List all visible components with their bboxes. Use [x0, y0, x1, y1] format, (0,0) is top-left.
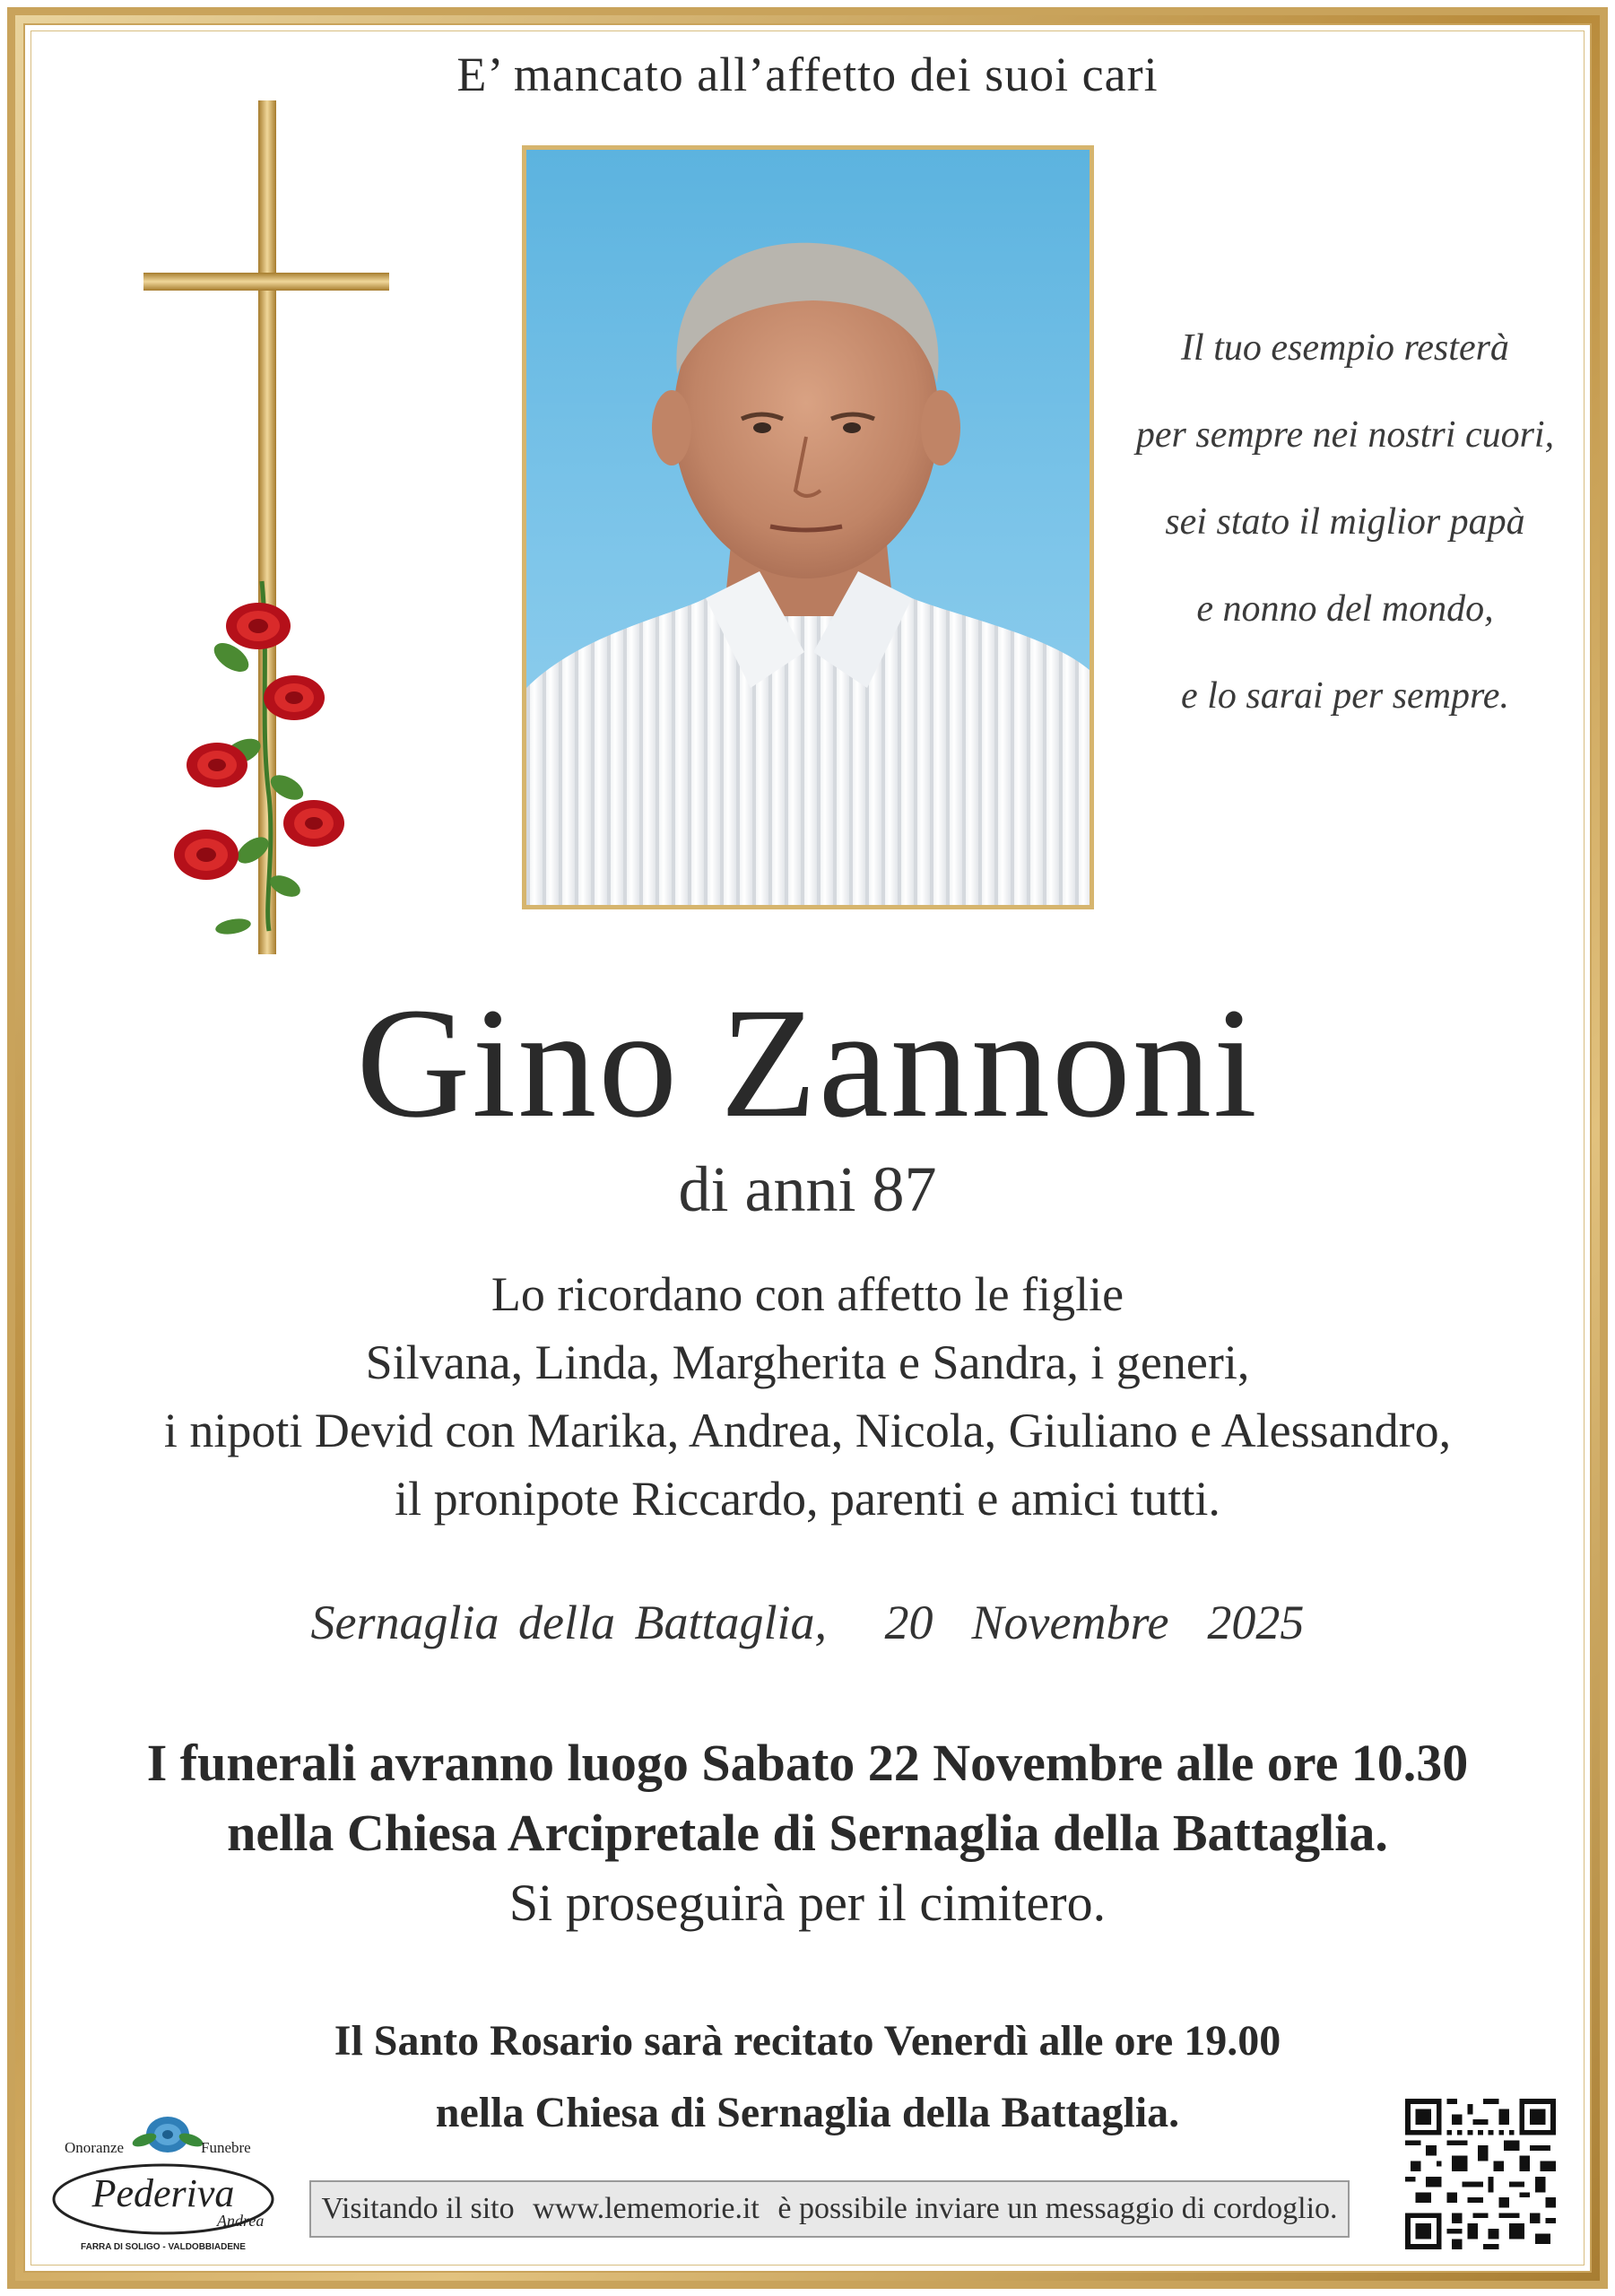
rosary-line-2: nella Chiesa di Sernaglia della Battaglia.	[435, 2089, 1180, 2136]
logo-text-onoranze: Onoranze	[65, 2139, 125, 2156]
poem-line: e nonno del mondo,	[1196, 588, 1494, 630]
notice-prefix: Visitando il sito	[321, 2192, 515, 2225]
rose-logo-icon	[131, 2117, 204, 2152]
funeral-line-3: Si proseguirà per il cimitero.	[508, 1874, 1107, 1932]
family-line: i nipoti Devid con Marika, Andrea, Nicola, Giuliano e Alessandro,	[163, 1404, 1452, 1457]
portrait-image	[526, 150, 1090, 905]
funeral-info	[0, 1728, 1615, 1938]
rosary-line-1: Il Santo Rosario sarà recitato Venerdì alle ore 19.00	[334, 2017, 1281, 2065]
poem-line: per sempre nei nostri cuori,	[1135, 414, 1555, 456]
funeral-home-logo	[47, 2109, 280, 2253]
poem	[1094, 305, 1596, 740]
family-line: il pronipote Riccardo, parenti e amici tutti.	[395, 1472, 1220, 1526]
funeral-line-2: nella Chiesa Arcipretale di Sernaglia della Battaglia.	[227, 1804, 1388, 1862]
notice-url[interactable]: www.lememorie.it	[533, 2192, 760, 2225]
portrait-photo	[522, 145, 1094, 909]
logo-text-funebre: Funebre	[201, 2139, 251, 2156]
header-text: E’ mancato all’affetto dei suoi cari	[456, 48, 1159, 101]
notice-box	[309, 2180, 1350, 2238]
cross-vertical-bar	[258, 100, 276, 954]
family-message	[0, 1260, 1615, 1533]
poem-line: Il tuo esempio resterà	[1181, 327, 1509, 369]
logo-text-name: Pederiva	[91, 2171, 235, 2215]
poem-line: sei stato il miglior papà	[1165, 501, 1525, 543]
deceased-name: Gino Zannoni	[356, 976, 1259, 1151]
cross-with-roses-icon	[135, 97, 404, 958]
family-line: Lo ricordano con affetto le figlie	[491, 1267, 1124, 1321]
notice-suffix: è possibile inviare un messaggio di cordoglio.	[777, 2192, 1338, 2225]
family-line: Silvana, Linda, Margherita e Sandra, i generi,	[365, 1335, 1250, 1389]
poem-line: e lo sarai per sempre.	[1181, 675, 1509, 717]
qr-code-icon[interactable]	[1405, 2099, 1556, 2249]
deceased-age: di anni 87	[678, 1153, 937, 1225]
logo-text-locations: FARRA DI SOLIGO - VALDOBBIADENE	[81, 2242, 246, 2252]
cross-horizontal-bar	[143, 273, 389, 291]
place-date: Sernaglia della Battaglia, 20 Novembre 2025	[310, 1596, 1305, 1649]
funeral-line-1: I funerali avranno luogo Sabato 22 Novembre alle ore 10.30	[146, 1734, 1469, 1792]
logo-text-sub: Andrea	[217, 2212, 265, 2230]
